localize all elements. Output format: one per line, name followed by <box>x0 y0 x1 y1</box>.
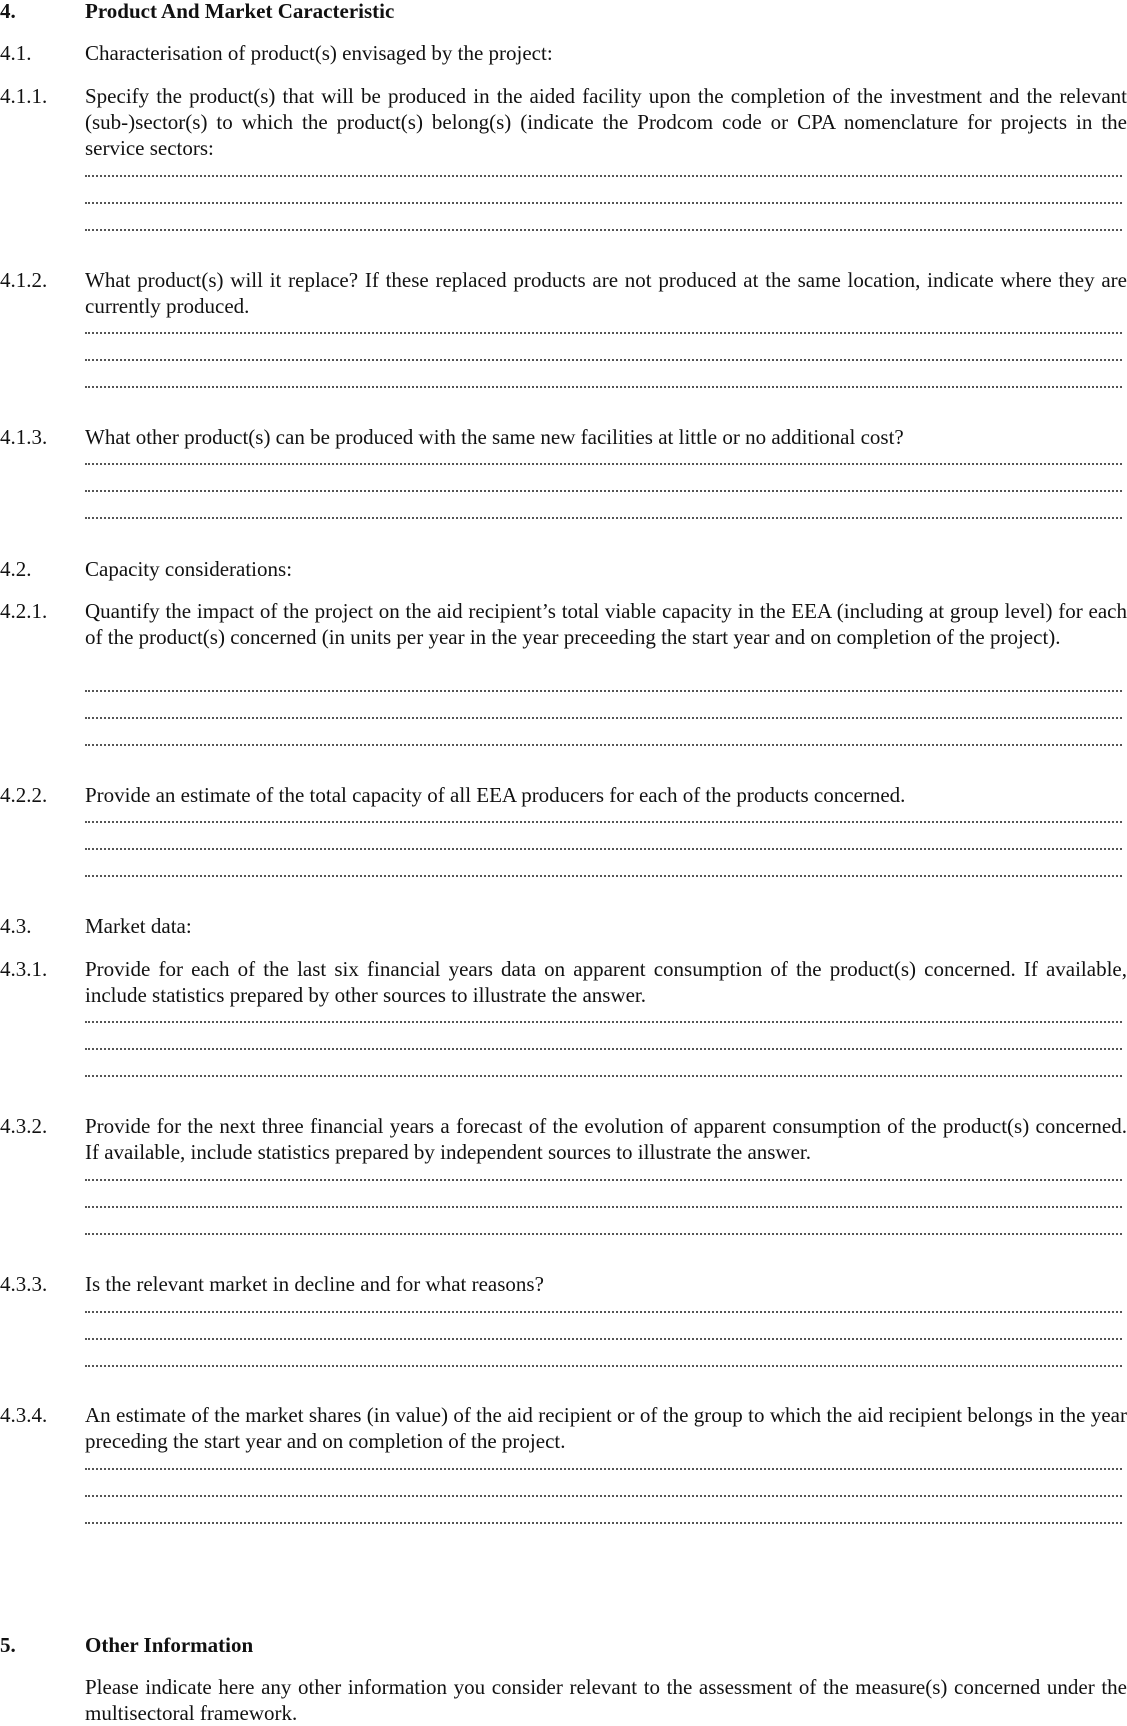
item-text: Market data: <box>85 914 192 938</box>
answer-line[interactable] <box>85 875 1122 877</box>
answer-line[interactable] <box>85 386 1122 388</box>
item-text: An estimate of the market shares (in value) of the aid recipient or of the group to which the aid recipient belongs in the year preceding the start year and on completion of the project. <box>85 1403 1127 1453</box>
answer-line[interactable] <box>85 1338 1122 1340</box>
answer-line[interactable] <box>85 517 1122 519</box>
answer-line[interactable] <box>85 1075 1122 1077</box>
answer-line[interactable] <box>85 744 1122 746</box>
item-number: 4.2.1. <box>0 599 48 623</box>
item-number: 4.2.2. <box>0 783 48 807</box>
answer-line[interactable] <box>85 463 1122 465</box>
item-text: Provide an estimate of the total capacity of all EEA producers for each of the products concerned. <box>85 783 906 807</box>
item-number: 4.1.3. <box>0 425 48 449</box>
item-number: 4.1.2. <box>0 268 48 292</box>
answer-line[interactable] <box>85 332 1122 334</box>
section-title: Product And Market Caracteristic <box>85 0 395 23</box>
item-text: Please indicate here any other information you consider relevant to the assessment of the measure(s) concerned under the multisectoral framework. <box>85 1675 1127 1725</box>
item-text: Capacity considerations: <box>85 557 293 581</box>
answer-line[interactable] <box>85 229 1122 231</box>
item-text: Provide for the next three financial years a forecast of the evolution of apparent consumption of the product(s) concerned. If available, include statistics prepared by independent sources to illustrate the answer. <box>85 1114 1127 1164</box>
answer-line[interactable] <box>85 717 1122 719</box>
item-number: 4.3. <box>0 914 32 938</box>
item-number: 4.3.3. <box>0 1272 48 1296</box>
answer-line[interactable] <box>85 1522 1122 1524</box>
item-text: Quantify the impact of the project on the aid recipient’s total viable capacity in the EEA (including at group level) for each of the product(s) concerned (in units per year in the year preceeding the start year and on completion of the project). <box>85 599 1127 649</box>
answer-line[interactable] <box>85 1179 1122 1181</box>
answer-line[interactable] <box>85 821 1122 823</box>
answer-line[interactable] <box>85 490 1122 492</box>
section-title: Other Information <box>85 1633 254 1657</box>
item-number: 4.3.1. <box>0 957 48 981</box>
item-text: Provide for each of the last six financial years data on apparent consumption of the product(s) concerned. If available, include statistics prepared by other sources to illustrate the answer. <box>85 957 1127 1007</box>
answer-line[interactable] <box>85 1365 1122 1367</box>
item-number: 4.1.1. <box>0 84 48 108</box>
answer-line[interactable] <box>85 848 1122 850</box>
answer-line[interactable] <box>85 1468 1122 1470</box>
item-number: 4.1. <box>0 41 32 65</box>
answer-line[interactable] <box>85 1206 1122 1208</box>
section-number: 4. <box>0 0 16 23</box>
answer-line[interactable] <box>85 690 1122 692</box>
item-text: What other product(s) can be produced with the same new facilities at little or no additional cost? <box>85 425 904 449</box>
answer-line[interactable] <box>85 359 1122 361</box>
item-number: 4.3.4. <box>0 1403 48 1427</box>
item-text: Characterisation of product(s) envisaged by the project: <box>85 41 553 65</box>
answer-line[interactable] <box>85 1311 1122 1313</box>
answer-line[interactable] <box>85 1233 1122 1235</box>
item-text: Is the relevant market in decline and for what reasons? <box>85 1272 544 1296</box>
answer-line[interactable] <box>85 175 1122 177</box>
answer-line[interactable] <box>85 202 1122 204</box>
answer-line[interactable] <box>85 1021 1122 1023</box>
item-text: Specify the product(s) that will be produced in the aided facility upon the completion of the investment and the relevant (sub-)sector(s) to which the product(s) belong(s) (indicate the Prodcom code or CPA nomenclature for projects in the service sectors: <box>85 84 1127 160</box>
item-number: 4.3.2. <box>0 1114 48 1138</box>
item-text: What product(s) will it replace? If these replaced products are not produced at the same location, indicate where they are currently produced. <box>85 268 1127 318</box>
answer-line[interactable] <box>85 1048 1122 1050</box>
item-number: 4.2. <box>0 557 32 581</box>
answer-line[interactable] <box>85 1495 1122 1497</box>
section-number: 5. <box>0 1633 16 1657</box>
